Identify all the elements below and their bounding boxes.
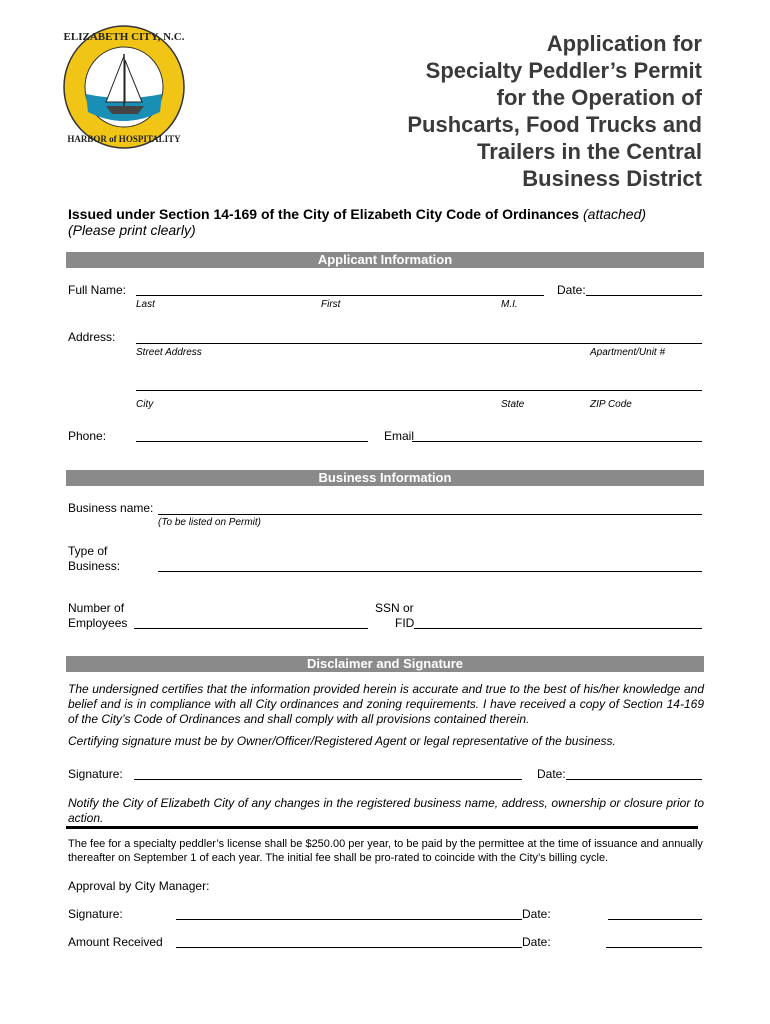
address-label: Address: [68, 330, 116, 344]
phone-label: Phone: [68, 429, 107, 443]
section-divider [66, 826, 698, 829]
apartment-caption: Apartment/Unit # [590, 347, 666, 358]
city-caption: City [136, 399, 154, 410]
full-name-field[interactable] [136, 295, 544, 296]
print-clearly-note: (Please print clearly) [68, 222, 196, 238]
ssn-fid-field[interactable] [414, 628, 702, 629]
middle-initial-caption: M.I. [501, 299, 518, 310]
title-line: Application for [546, 31, 702, 56]
business-type-label-1: Type of [68, 544, 108, 558]
approval-label: Approval by City Manager: [68, 879, 210, 893]
notify-note: Notify the City of Elizabeth City of any changes in the registered business name, address, ownership or closure prior to action. [68, 796, 704, 825]
signature-date-field[interactable] [566, 779, 702, 780]
employees-label-1: Number of [68, 601, 125, 615]
signature-date-label: Date: [537, 767, 566, 781]
city-state-zip-field[interactable] [136, 390, 702, 391]
amount-date-label: Date: [522, 935, 551, 949]
form-title [282, 30, 702, 192]
ssn-label-2: FID [395, 616, 415, 630]
issued-under-text [68, 206, 646, 222]
state-caption: State [501, 399, 525, 410]
last-name-caption: Last [136, 299, 155, 310]
fee-text: The fee for a specialty peddler’s license shall be $250.00 per year, to be paid by the permittee at the time of issuance and annually thereafter on September 1 of each year. The initial fee shall be pro-rated to coincide with the City’s billing cycle. [68, 838, 703, 864]
city-seal-logo [62, 24, 186, 150]
street-address-caption: Street Address [136, 347, 202, 358]
issued-statement: Issued under Section 14-169 of the City of Elizabeth City Code of Ordinances [68, 206, 580, 222]
approval-signature-label: Signature: [68, 907, 123, 921]
business-type-label-2: Business: [68, 559, 121, 573]
signature-label: Signature: [68, 767, 123, 781]
business-info-heading: Business Information [66, 470, 704, 486]
title-line: Trailers in the Central [477, 139, 702, 164]
approval-date-field[interactable] [608, 919, 702, 920]
amount-received-label: Amount Received [68, 935, 163, 949]
email-field[interactable] [412, 441, 702, 442]
title-line: Specialty Peddler’s Permit [425, 58, 702, 83]
disclaimer-text: The undersigned certifies that the information provided herein is accurate and true to the best of his/her knowledge and belief and is in compliance with all City ordinances and zoning requirements. I have received a copy of Section 14-169 of the City’s Code of Ordinances and shall comply with all provisions contained therein. [68, 682, 704, 726]
employees-field[interactable] [134, 628, 368, 629]
business-name-label: Business name: [68, 501, 154, 515]
date-field[interactable] [586, 295, 702, 296]
business-name-note: (To be listed on Permit) [158, 517, 262, 528]
certifying-note: Certifying signature must be by Owner/Officer/Registered Agent or legal representative of the business. [68, 734, 616, 748]
seal-top-text: ELIZABETH CITY, N.C. [63, 31, 185, 43]
business-type-field[interactable] [158, 571, 702, 572]
title-line: Pushcarts, Food Trucks and [407, 112, 702, 137]
seal-bottom-text: HARBOR of HOSPITALITY [67, 134, 181, 144]
disclaimer-heading: Disclaimer and Signature [66, 656, 704, 672]
street-address-field[interactable] [136, 343, 702, 344]
zip-caption: ZIP Code [590, 399, 632, 410]
approval-signature-field[interactable] [176, 919, 522, 920]
full-name-label: Full Name: [68, 283, 127, 297]
approval-date-label: Date: [522, 907, 551, 921]
business-name-field[interactable] [158, 514, 702, 515]
title-line: for the Operation of [496, 85, 702, 110]
email-label: Email [384, 429, 415, 443]
amount-received-field[interactable] [176, 947, 522, 948]
employees-label-2: Employees [68, 616, 128, 630]
first-name-caption: First [321, 299, 341, 310]
attached-note: (attached) [583, 206, 647, 222]
date-label: Date: [557, 283, 586, 297]
phone-field[interactable] [136, 441, 368, 442]
ssn-label-1: SSN or [375, 601, 414, 615]
signature-field[interactable] [134, 779, 522, 780]
applicant-info-heading: Applicant Information [66, 252, 704, 268]
amount-date-field[interactable] [606, 947, 702, 948]
title-line: Business District [522, 166, 702, 191]
